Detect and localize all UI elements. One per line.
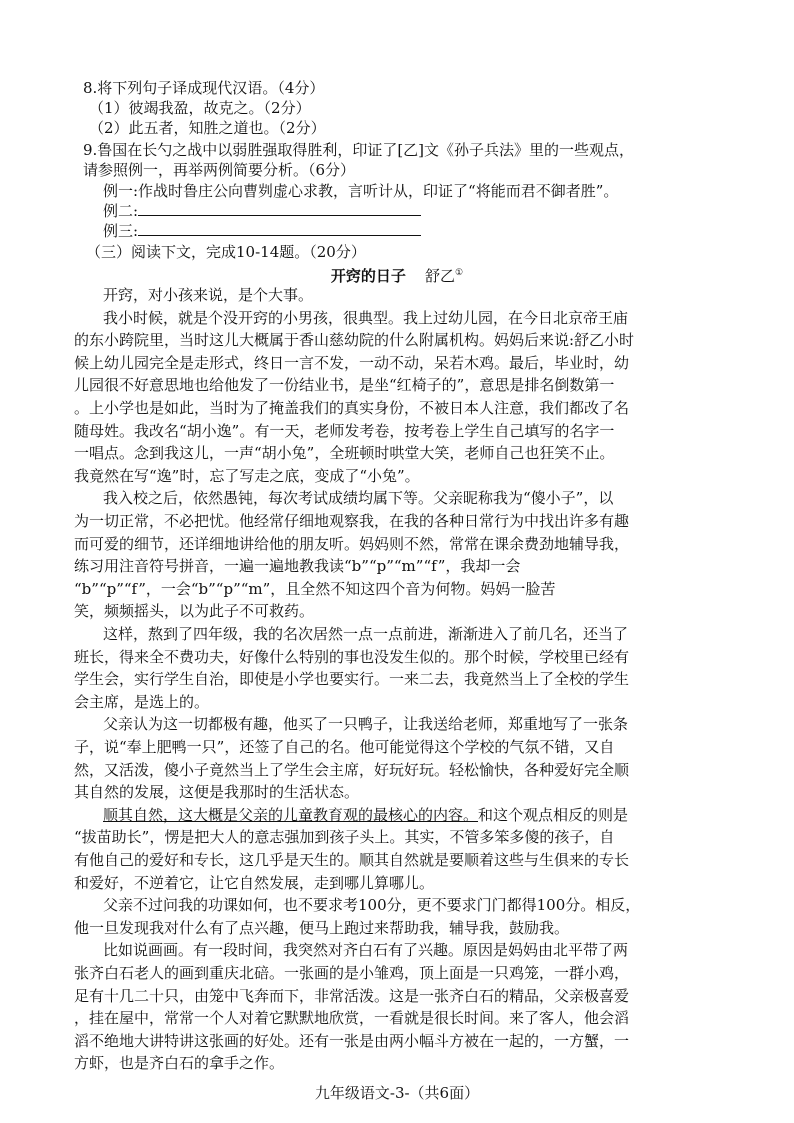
article-line: “b”“p”“f”，一会“b”“p”“m”，且全然不知这四个音为何物。妈妈一脸苦 [74, 580, 556, 598]
article-line: 的东小跨院里，当时这儿大概属于香山慈幼院的什么附属机构。妈妈后来说:舒乙小时 [74, 331, 635, 349]
article-line: 我入校之后，依然愚钝，每次考试成绩均属下等。父亲昵称我为“傻小子”，以 [103, 489, 614, 507]
article-line: 笑，频频摇头，以为此子不可救药。 [74, 602, 315, 620]
article-line: 会主席，是选上的。 [74, 693, 210, 711]
article-line: 父亲认为这一切都极有趣，他买了一只鸭子，让我送给老师，郑重地写了一张条 [103, 715, 629, 733]
question-9-line-2: 请参照例一，再举两例简要分析。（6分） [83, 161, 356, 179]
underlined-key-sentence: 顺其自然，这大概是父亲的儿童教育观的最核心的内容。 [103, 806, 479, 824]
example-2 [103, 201, 421, 221]
article-line: 其自然的发展，这便是我那时的生活状态。 [74, 783, 360, 801]
article-line: 然，又活泼，傻小子竟然当上了学生会主席，好玩好玩。轻松愉快，各种爱好完全顺 [74, 761, 630, 779]
footnote-marker: ① [455, 268, 464, 278]
article-line [103, 805, 713, 825]
article-line: ，挂在屋中，常常一个人对着它默默地欣赏，一看就是很长时间。来了客人，他会滔 [74, 1009, 630, 1027]
page-footer: 九年级语文-3-（共6面） [314, 1084, 480, 1102]
question-9-line-1: 9.鲁国在长勺之战中以弱胜强取得胜利，印证了[乙]文《孙子兵法》里的一些观点， [83, 141, 635, 159]
article-line: 这样，熬到了四年级，我的名次居然一点一点前进，渐渐进入了前几名，还当了 [103, 625, 629, 643]
article-line: 为一切正常，不必把忧。他经常仔细地观察我，在我的各种日常行为中找出许多有趣 [74, 512, 630, 530]
article-line: 子，说“奉上肥鸭一只”，还签了自己的名。他可能觉得这个学校的气氛不错，又自 [74, 738, 615, 756]
article-line: 足有十几二十只，由笼中飞奔而下，非常活泼。这是一张齐白石的精品，父亲极喜爱 [74, 987, 630, 1005]
article-line: 而可爱的细节，还详细地讲给他的朋友听。妈妈则不然，常常在课余费劲地辅导我， [74, 535, 630, 553]
example-3-answer-blank[interactable] [138, 221, 421, 236]
section-3-heading: （三）阅读下文，完成10-14题。（20分） [86, 243, 366, 261]
example-2-label: 例二: [103, 202, 139, 220]
article-line: 练习用注音符号拼音，一遍一遍地教我读“b”“p”“m”“f”，我却一会 [74, 557, 521, 575]
article-line: 他一旦发现我对什么有了点兴趣，便马上跑过来帮助我，辅导我，鼓励我。 [74, 919, 570, 937]
article-line: 和爱好，不逆着它，让它自然发展，走到哪儿算哪儿。 [74, 874, 435, 892]
article-line: 一唱点。念到我这儿，一声“胡小兔”，全班顿时哄堂大笑，老师自己也狂笑不止。 [74, 444, 615, 462]
article-line: 儿园很不好意思地也给他发了一份结业书，是坐“红椅子的”，意思是排名倒数第一 [74, 376, 615, 394]
article-line: 候上幼儿园完全是走形式，终日一言不发，一动不动，呆若木鸡。最后，毕业时，幼 [74, 354, 630, 372]
article-line: 滔不绝地大讲特讲这张画的好处。还有一张是由两小幅斗方被在一起的，一方蟹，一 [74, 1032, 630, 1050]
article-line: 学生会，实行学生自治，即使是小学也要实行。一来二去，我竟然当上了全校的学生 [74, 670, 630, 688]
article-title-line [0, 263, 794, 286]
article-line: 比如说画画。有一段时间，我突然对齐白石有了兴趣。原因是妈妈由北平带了两 [103, 941, 629, 959]
article-author: 舒乙 [425, 267, 456, 285]
article-line: 有他自己的爱好和专长，这几乎是天生的。顺其自然就是要顺着这些与生俱来的专长 [74, 851, 630, 869]
article-line: “拔苗助长”，愣是把大人的意志强加到孩子头上。其实，不管多笨多傻的孩子，自 [74, 828, 615, 846]
question-8: 8.将下列句子译成现代汉语。（4分） [83, 79, 325, 97]
example-3-label: 例三: [103, 222, 139, 240]
question-8-item-2: （2）此五者，知胜之道也。（2分） [89, 119, 326, 137]
article-line: 方虾，也是齐白石的拿手之作。 [74, 1054, 285, 1072]
example-1: 例一:作战时鲁庄公向曹刿虚心求教，言听计从，印证了“将能而君不御者胜”。 [103, 182, 619, 200]
article-line-continuation: 和这个观点相反的则是 [478, 806, 629, 824]
article-line: 班长，得来全不费功夫，好像什么特别的事也没发生似的。那个时候，学校里已经有 [74, 648, 630, 666]
article-line: 开窍，对小孩来说，是个大事。 [103, 286, 314, 304]
example-2-answer-blank[interactable] [138, 201, 421, 216]
article-line: 父亲不过问我的功课如何，也不要求考100分，更不要求门门都得100分。相反， [103, 896, 641, 914]
article-line: 我小时候，就是个没开窍的小男孩，很典型。我上过幼儿园，在今日北京帝王庙 [103, 309, 629, 327]
article-line: 张齐白石老人的画到重庆北碚。一张画的是小雏鸡，顶上面是一只鸡笼，一群小鸡， [74, 964, 630, 982]
article-line: 。上小学也是如此，当时为了掩盖我们的真实身份，不被日本人注意，我们都改了名 [74, 399, 630, 417]
article-line: 我竟然在写“逸”时，忘了写走之底，变成了“小兔”。 [74, 467, 420, 485]
question-8-item-1: （1）彼竭我盈，故克之。（2分） [89, 99, 311, 117]
example-3 [103, 221, 421, 241]
article-title: 开窍的日子 [330, 267, 406, 285]
article-line: 随母姓。我改名“胡小逸”。有一天，老师发考卷，按考卷上学生自己填写的名字一 [74, 422, 615, 440]
